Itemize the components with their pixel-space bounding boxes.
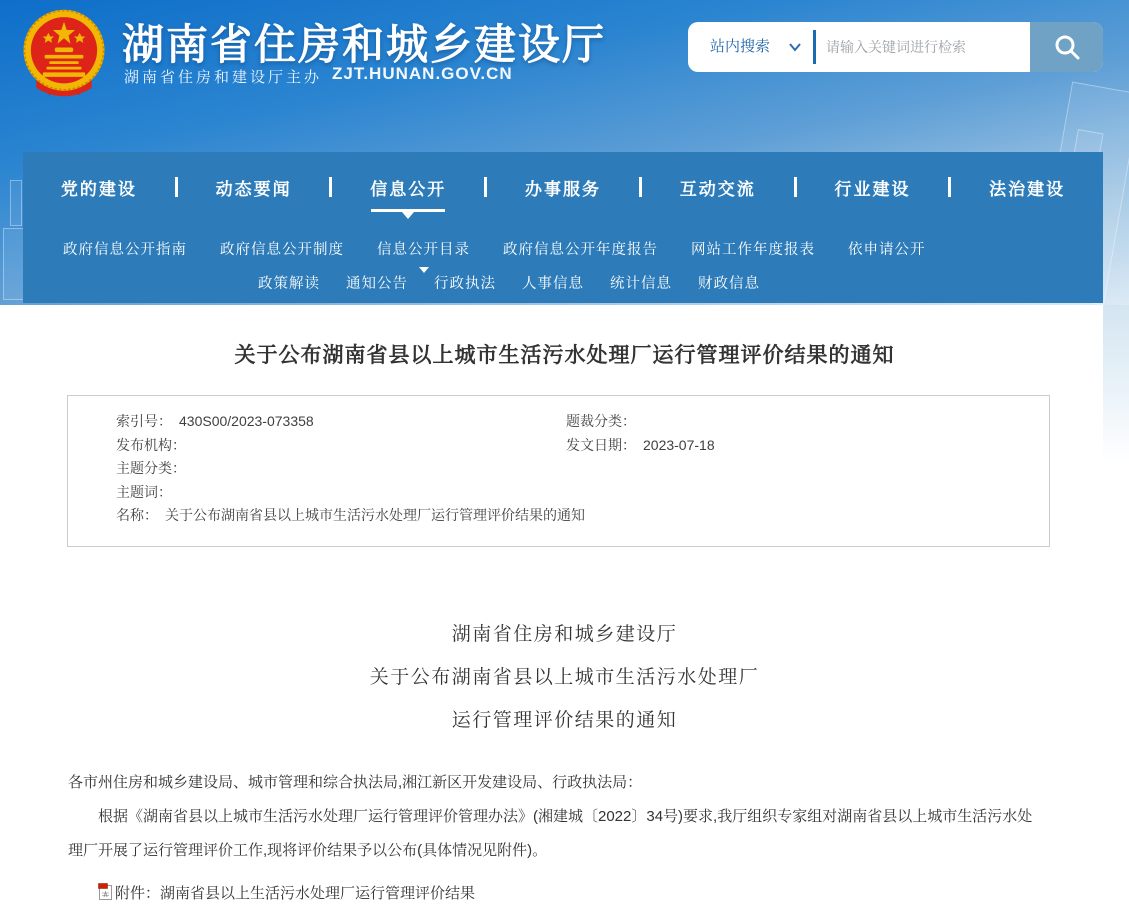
- search-icon: [1053, 33, 1081, 61]
- nav-item-1[interactable]: 动态要闻: [215, 179, 292, 199]
- meta-label: 主题词：: [116, 483, 172, 500]
- subnav-row-1: [63, 238, 926, 259]
- page-title: 关于公布湖南省县以上城市生活污水处理厂运行管理评价结果的通知: [234, 344, 895, 367]
- site-header: [0, 0, 1129, 305]
- right-edge-decoration: [1103, 305, 1129, 463]
- chevron-down-icon[interactable]: [788, 42, 802, 52]
- attachment-link[interactable]: 湖南省县以上生活污水处理厂运行管理评价结果: [160, 884, 476, 902]
- meta-row: [116, 457, 1029, 481]
- subnav-item[interactable]: 政府信息公开指南: [63, 242, 187, 258]
- nav-item-2[interactable]: 信息公开: [332, 175, 484, 200]
- meta-label: 发布机构：: [116, 436, 186, 453]
- nav-item-0[interactable]: 党的建设: [60, 179, 137, 199]
- site-subtitle: 湖南省住房和建设厅主办: [124, 69, 323, 86]
- main-nav: [23, 152, 1103, 214]
- search-scope-select[interactable]: 站内搜索: [710, 38, 771, 55]
- nav-item-3[interactable]: 办事服务: [525, 179, 602, 199]
- meta-value: 关于公布湖南省县以上城市生活污水处理厂运行管理评价结果的通知: [165, 507, 585, 523]
- meta-label: 发文日期：: [566, 436, 636, 453]
- attachment-file-icon: [98, 883, 113, 901]
- search-bar: [688, 22, 1103, 72]
- subnav-item[interactable]: 通知公告: [346, 276, 408, 292]
- subnav-item[interactable]: 信息公开目录: [377, 238, 470, 259]
- nav-item-4[interactable]: 互动交流: [679, 179, 756, 199]
- nav-item-5[interactable]: 行业建设: [834, 179, 911, 199]
- meta-label: 索引号：: [116, 413, 172, 429]
- subnav-item[interactable]: 政府信息公开制度: [220, 242, 344, 258]
- meta-value: 430S00/2023-073358: [179, 413, 314, 429]
- meta-label: 名称：: [116, 507, 158, 523]
- site-title: 湖南省住房和城乡建设厅: [122, 21, 607, 68]
- meta-row: [566, 434, 715, 458]
- subnav-item[interactable]: 统计信息: [610, 276, 672, 292]
- national-emblem-logo: [18, 6, 110, 100]
- subnav-item[interactable]: 人事信息: [522, 276, 584, 292]
- document-meta-box: [67, 395, 1050, 547]
- meta-row: [566, 410, 715, 434]
- meta-label: 题裁分类：: [566, 413, 636, 429]
- navigation-panel: [23, 152, 1103, 303]
- nav-item-6[interactable]: 法治建设: [989, 179, 1066, 199]
- meta-value: 2023-07-18: [643, 436, 715, 453]
- body-paragraph: 根据《湖南省县以上城市生活污水处理厂运行管理评价管理办法》(湘建城〔2022〕34号)要求,我厅组织专家组对湖南省县以上城市生活污水处理厂开展了运行管理评价工作,现将评价结果予以公布(具体情况见附件)。: [68, 807, 1033, 859]
- subnav-row-2: [258, 272, 760, 293]
- document-title-line: 运行管理评价结果的通知: [451, 709, 678, 731]
- document-title: [0, 613, 1129, 742]
- attachment-row: [0, 882, 1129, 903]
- building-lineart-decoration: [10, 180, 22, 226]
- document-title-line: 湖南省住房和城乡建设厅: [451, 623, 678, 645]
- salutation: 各市州住房和城乡建设局、城市管理和综合执法局,湘江新区开发建设局、行政执法局：: [68, 773, 643, 791]
- subnav-item[interactable]: 政策解读: [258, 276, 320, 292]
- site-url: ZJT.HUNAN.GOV.CN: [332, 64, 513, 83]
- search-input[interactable]: [826, 28, 1021, 66]
- building-lineart-decoration: [3, 228, 25, 300]
- subnav-item[interactable]: 依申请公开: [848, 242, 926, 258]
- search-divider: [813, 30, 816, 64]
- article-content: [0, 305, 1129, 920]
- subnav-item[interactable]: 政府信息公开年度报告: [503, 242, 658, 258]
- meta-row: [116, 481, 1029, 505]
- meta-row: [116, 504, 1029, 528]
- meta-right-column: [566, 410, 715, 457]
- subnav-item[interactable]: 网站工作年度报表: [691, 242, 815, 258]
- search-button[interactable]: [1030, 22, 1103, 72]
- attachment-label: 附件：: [115, 884, 161, 902]
- caret-down-icon: [402, 212, 414, 219]
- subnav-item[interactable]: 行政执法: [434, 276, 496, 292]
- subnav-item[interactable]: 财政信息: [698, 276, 760, 292]
- meta-label: 主题分类：: [116, 460, 186, 476]
- document-title-line: 关于公布湖南省县以上城市生活污水处理厂: [369, 666, 760, 688]
